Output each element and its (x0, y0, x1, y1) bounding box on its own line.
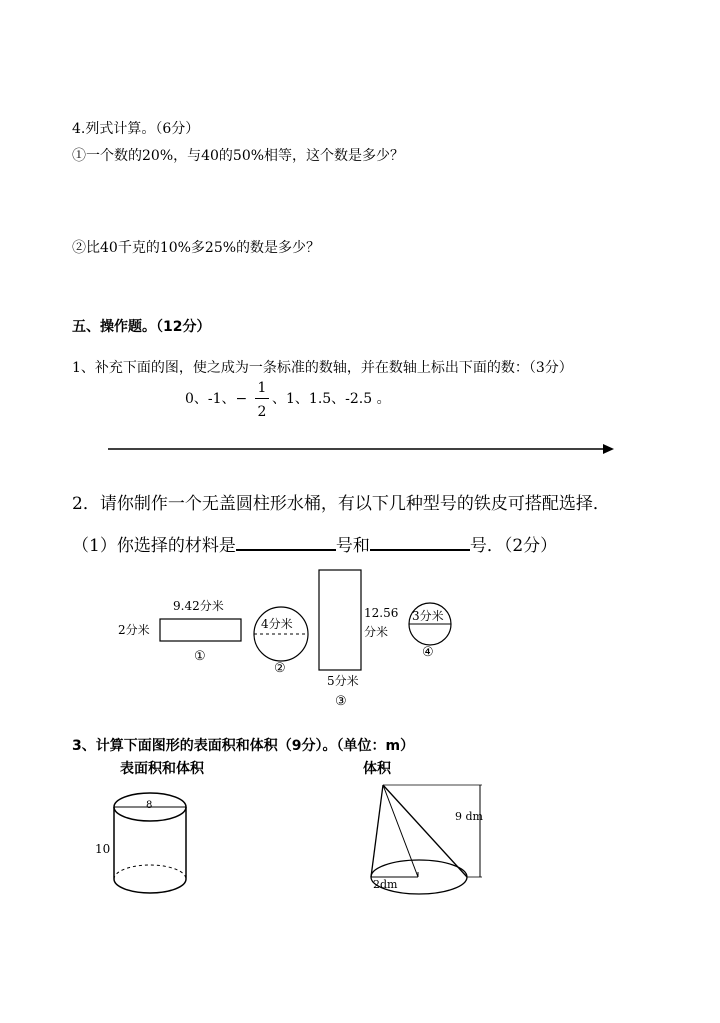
sheet-3-height-label-1: 12.56 (364, 606, 399, 620)
sheet-1-rectangle (160, 619, 241, 641)
q4-item-1: ①一个数的20%，与40的50%相等，这个数是多少？ (72, 148, 405, 164)
sheet-4-number: ④ (422, 645, 434, 660)
sheet-3-height-label-2: 分米 (364, 625, 389, 639)
sheet-1-length-label: 9.42分米 (173, 599, 224, 613)
s5-q2-text: 2．请你制作一个无盖圆柱形水桶，有以下几种型号的铁皮可搭配选择． (72, 494, 610, 514)
s5-q3-title: 3、计算下面图形的表面积和体积（9分）。（单位：m） (72, 738, 415, 754)
s5-q3-right-label: 体积 (363, 761, 391, 777)
s5-q1-numbers-before: 0、-1、− (185, 391, 248, 407)
sheet-3-width-label: 5分米 (327, 674, 359, 688)
s5-q1-text: 1、补充下面的图，使之成为一条标准的数轴，并在数轴上标出下面的数：（3分） (72, 360, 573, 376)
sheet-3-rectangle (319, 570, 361, 670)
s5-q3-left-label: 表面积和体积 (120, 761, 204, 777)
s5-q2-sub1 (72, 538, 557, 555)
cylinder-height-label: 10 (95, 842, 111, 856)
answer-blank-2[interactable] (370, 549, 470, 551)
sheet-4-radius-label: 3分米 (412, 609, 444, 623)
s5-q1-numbers-after: 、1、1.5、-2.5 。 (272, 391, 391, 407)
cone-radius-label: 2dm (373, 878, 398, 891)
cone-height-label: 9 dm (455, 810, 483, 823)
fraction-numerator: 1 (257, 380, 267, 396)
answer-blank-1[interactable] (236, 549, 336, 551)
q4-item-2: ②比40千克的10%多25%的数是多少？ (72, 240, 321, 256)
sheet-2-number: ② (274, 661, 286, 676)
sheet-2-diameter-label: 4分米 (261, 617, 293, 631)
sheet-1-number: ① (194, 649, 206, 664)
sheet-3-number: ③ (335, 694, 347, 709)
fraction-denominator: 2 (257, 404, 267, 420)
number-line-arrow (108, 444, 614, 454)
s5-q2-sub1-b: 号和 (335, 536, 370, 556)
s5-q2-sub1-a: （1）你选择的材料是 (72, 536, 236, 556)
s5-q2-sub1-c: 号．（2分） (469, 536, 558, 556)
sheet-2-circle (254, 607, 308, 661)
sheet-1-width-label: 2分米 (118, 623, 150, 637)
q4-title: 4.列式计算。（6分） (72, 121, 200, 137)
cylinder-diameter-label: 8 (146, 800, 153, 811)
section5-title: 五、操作题。（12分） (72, 319, 211, 335)
